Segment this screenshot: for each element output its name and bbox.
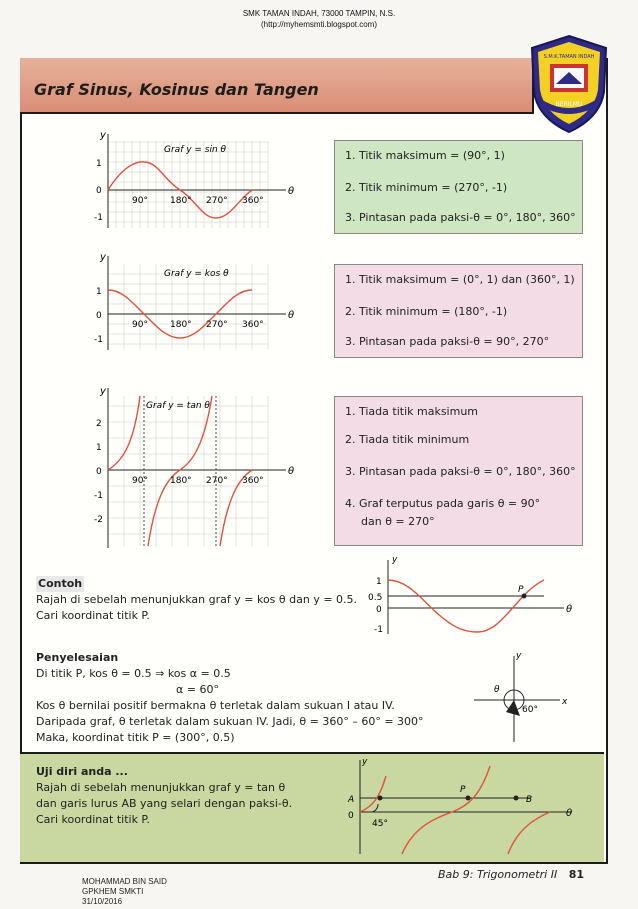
y-tick: 0 bbox=[376, 605, 382, 615]
solution-block bbox=[36, 650, 424, 746]
box-item: 1. Tiada titik maksimum bbox=[345, 405, 479, 418]
solution-text: α = 60° bbox=[176, 683, 219, 696]
x-tick: 270° bbox=[206, 476, 228, 486]
page-title: Graf Sinus, Kosinus dan Tangen bbox=[34, 80, 319, 99]
grid bbox=[108, 396, 268, 546]
x-tick: 180° bbox=[170, 320, 192, 330]
angle-label: 45° bbox=[372, 819, 388, 829]
point-label: P bbox=[518, 585, 524, 595]
point-p bbox=[466, 796, 471, 801]
point-label: A bbox=[348, 795, 355, 805]
x-tick: 270° bbox=[206, 196, 228, 206]
y-tick: 0.5 bbox=[368, 593, 383, 603]
school-url: (http://myhemsmti.blogspot.com) bbox=[260, 20, 378, 29]
signature-date: 31/10/2016 bbox=[82, 897, 123, 906]
page-number: 81 bbox=[568, 868, 584, 881]
y-tick: 1 bbox=[96, 159, 102, 169]
graph-sine bbox=[88, 128, 303, 240]
y-axis-label: y bbox=[100, 386, 106, 397]
graph-caption: Graf y = kos θ bbox=[164, 269, 229, 279]
x-tick: 360° bbox=[242, 320, 264, 330]
solution-text: Daripada graf, θ terletak dalam sukuan IV. Jadi, θ = 360° – 60° = 300° bbox=[36, 715, 424, 728]
graph-tangent bbox=[88, 382, 303, 552]
box-item: 2. Titik minimum = (270°, -1) bbox=[345, 181, 508, 194]
point-label: B bbox=[526, 795, 533, 805]
tan-branch bbox=[402, 766, 490, 854]
box-item: 3. Pintasan pada paksi-θ = 0°, 180°, 360° bbox=[345, 211, 576, 224]
x-axis-label: θ bbox=[566, 808, 573, 819]
y-tick: 1 bbox=[376, 577, 382, 587]
x-axis-label: θ bbox=[288, 186, 295, 197]
chapter-title: Bab 9: Trigonometri II bbox=[438, 868, 558, 881]
signature-role: GPKHEM SMKTI bbox=[82, 887, 144, 896]
exercise-tan-graph bbox=[340, 756, 580, 856]
x-tick: 360° bbox=[242, 196, 264, 206]
x-axis-label: θ bbox=[566, 604, 573, 615]
school-header bbox=[0, 8, 638, 30]
example-text: Cari koordinat titik P. bbox=[36, 609, 150, 622]
y-axis-label: y bbox=[100, 252, 106, 263]
info-box-sine bbox=[334, 140, 583, 234]
exercise-block bbox=[36, 764, 292, 828]
example-cos-graph bbox=[368, 556, 578, 636]
exercise-text: dan garis lurus AB yang selari dengan paksi-θ. bbox=[36, 797, 293, 810]
y-tick: 0 bbox=[96, 186, 102, 196]
tan-branch bbox=[508, 812, 550, 854]
example-heading: Contoh bbox=[38, 577, 83, 590]
exercise-text: Cari koordinat titik P. bbox=[36, 813, 150, 826]
box-item: dan θ = 270° bbox=[361, 515, 435, 528]
example-block bbox=[36, 576, 357, 624]
y-tick: 2 bbox=[96, 419, 102, 429]
y-axis-label: y bbox=[362, 757, 368, 767]
y-axis-label: y bbox=[392, 556, 398, 565]
x-axis-label: θ bbox=[288, 466, 295, 477]
signature-block bbox=[82, 877, 167, 907]
y-tick: -2 bbox=[94, 515, 103, 525]
x-axis-label: θ bbox=[288, 310, 295, 321]
tan-branch bbox=[148, 396, 212, 546]
x-tick: 180° bbox=[170, 476, 192, 486]
graph-cosine bbox=[88, 250, 303, 362]
box-item: 2. Tiada titik minimum bbox=[345, 433, 470, 446]
solution-text: Di titik P, kos θ = 0.5 ⇒ kos α = 0.5 bbox=[36, 667, 231, 680]
point-label: P bbox=[460, 785, 466, 795]
y-axis-label: y bbox=[100, 130, 106, 141]
info-box-tangent bbox=[334, 396, 583, 546]
x-tick: 90° bbox=[132, 320, 148, 330]
solution-heading: Penyelesaian bbox=[36, 651, 119, 664]
x-axis-label: x bbox=[562, 697, 568, 707]
y-tick: -1 bbox=[94, 335, 103, 345]
quadrant-diagram bbox=[468, 650, 572, 746]
chapter-footer bbox=[438, 868, 584, 881]
school-name: SMK TAMAN INDAH, 73000 TAMPIN, N.S. bbox=[242, 9, 396, 18]
box-item: 3. Pintasan pada paksi-θ = 90°, 270° bbox=[345, 335, 550, 348]
theta-label: θ bbox=[494, 685, 500, 695]
school-crest-icon bbox=[528, 34, 610, 134]
y-tick: -1 bbox=[94, 491, 103, 501]
x-tick: 90° bbox=[132, 196, 148, 206]
origin-label: 0 bbox=[348, 811, 354, 821]
solution-text: Maka, koordinat titik P = (300°, 0.5) bbox=[36, 731, 235, 744]
y-tick: -1 bbox=[374, 625, 383, 635]
y-axis-label: y bbox=[516, 651, 522, 661]
point-a bbox=[378, 796, 383, 801]
solution-text: Kos θ bernilai positif bermakna θ terletak dalam sukuan I atau IV. bbox=[36, 699, 395, 712]
y-tick: 0 bbox=[96, 311, 102, 321]
angle-label: 60° bbox=[522, 705, 538, 715]
box-item: 1. Titik maksimum = (0°, 1) dan (360°, 1) bbox=[345, 273, 575, 286]
x-tick: 180° bbox=[170, 196, 192, 206]
box-item: 4. Graf terputus pada garis θ = 90° bbox=[345, 497, 541, 510]
tan-branch bbox=[360, 776, 386, 812]
exercise-text: Rajah di sebelah menunjukkan graf y = tan θ bbox=[36, 781, 286, 794]
info-box-cosine bbox=[334, 264, 583, 358]
crest-text: S.M.K.TAMAN INDAH bbox=[543, 54, 595, 60]
graph-caption: Graf y = sin θ bbox=[164, 145, 227, 155]
box-item: 3. Pintasan pada paksi-θ = 0°, 180°, 360° bbox=[345, 465, 576, 478]
graph-caption: Graf y = tan θ bbox=[146, 401, 210, 411]
crest-motto: BERILMU bbox=[555, 101, 583, 108]
x-tick: 360° bbox=[242, 476, 264, 486]
y-tick: 0 bbox=[96, 467, 102, 477]
box-item: 1. Titik maksimum = (90°, 1) bbox=[345, 149, 505, 162]
exercise-heading: Uji diri anda ... bbox=[36, 765, 128, 778]
y-tick: -1 bbox=[94, 213, 103, 223]
example-text: Rajah di sebelah menunjukkan graf y = kos θ dan y = 0.5. bbox=[36, 593, 358, 606]
point-b bbox=[514, 796, 519, 801]
x-tick: 270° bbox=[206, 320, 228, 330]
signature-name: MOHAMMAD BIN SAID bbox=[82, 877, 167, 886]
x-tick: 90° bbox=[132, 476, 148, 486]
y-tick: 1 bbox=[96, 287, 102, 297]
y-tick: 1 bbox=[96, 443, 102, 453]
box-item: 2. Titik minimum = (180°, -1) bbox=[345, 305, 508, 318]
